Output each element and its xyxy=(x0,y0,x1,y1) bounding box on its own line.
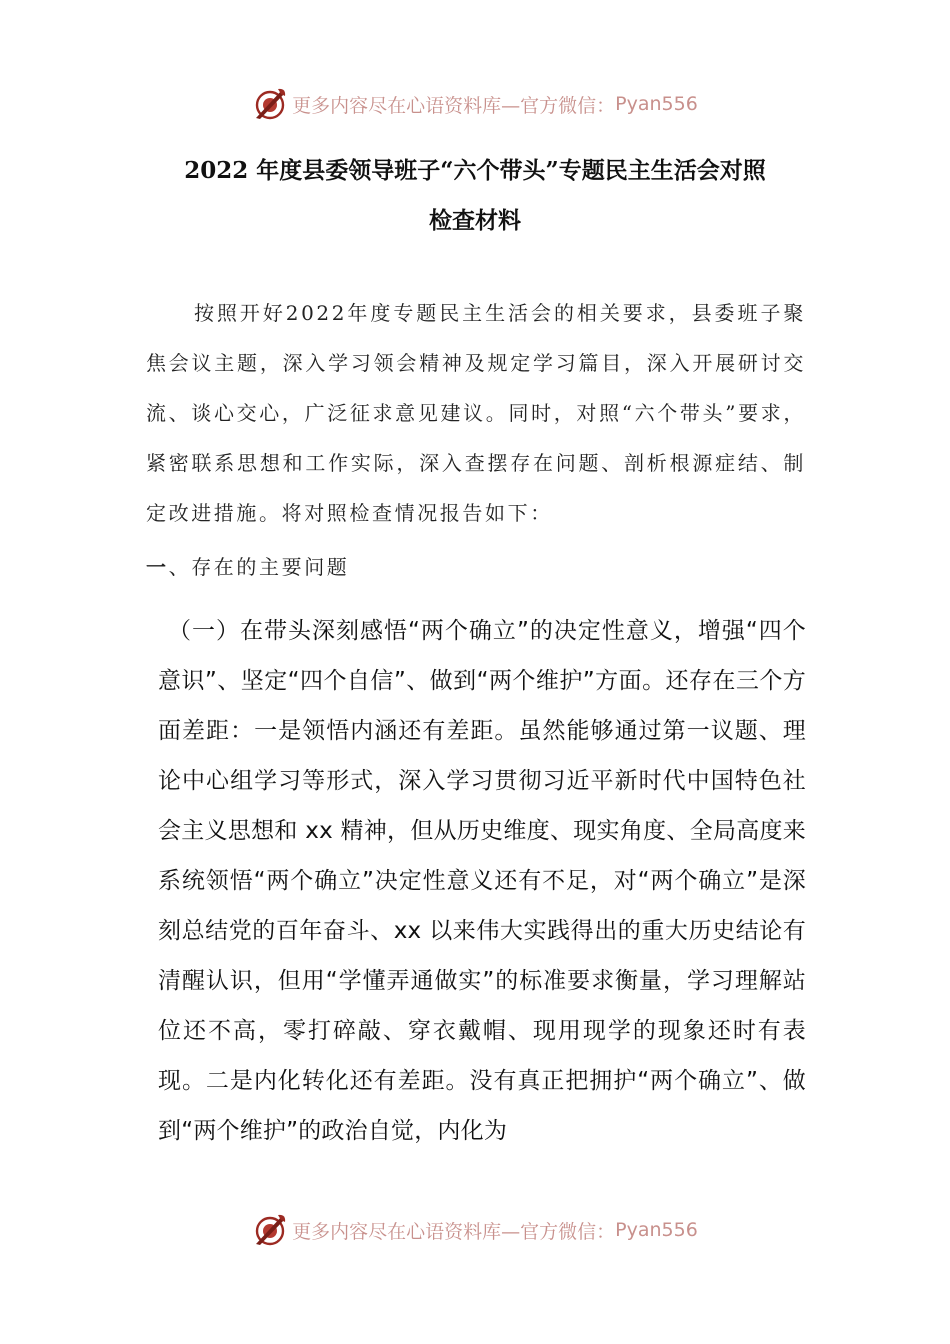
quill-seal-icon xyxy=(252,1212,288,1248)
banner-slogan: 更多内容尽在心语资料库—官方微信： xyxy=(292,94,616,117)
section-number: 一 xyxy=(146,555,169,579)
quill-seal-icon xyxy=(252,86,288,122)
subsection-paragraph: （一）在带头深刻感悟“两个确立”的决定性意义，增强“四个意识”、坚定“四个自信”、做到“两个维护”方面。还存在三个方面差距：一是领悟内涵还有差距。虽然能够通过第一议题、理论中心组学习等形式，深入学习贯彻习近平新时代中国特色社会主义思想和 xx 精神，但从历史维度、现实角度、全局高度来系统领悟“两个确立”决定性意义还有不足，对“两个确立”是深刻总结党的百年奋斗、xx 以来伟大实践得出的重大历史结论有清醒认识，但用“学懂弄通做实”的标准要求衡量，学习理解站位还不高，零打碎敲、穿衣戴帽、现用现学的现象还时有表现。二是内化转化还有差距。没有真正把拥护“两个确立”、做到“两个维护”的政治自觉，内化为 xyxy=(158,618,806,1144)
banner-wechat-id: Pyan556 xyxy=(615,93,698,115)
document-title-line1: 2022 年度县委领导班子“六个带头”专题民主生活会对照 xyxy=(184,157,766,184)
footer-banner xyxy=(0,1210,950,1250)
banner-slogan: 更多内容尽在心语资料库—官方微信： xyxy=(292,1220,616,1243)
header-banner xyxy=(0,84,950,124)
section-heading xyxy=(146,542,349,592)
intro-paragraph: 按照开好2022年度专题民主生活会的相关要求，县委班子聚焦会议主题，深入学习领会精神及规定学习篇目，深入开展研讨交流、谈心交心，广泛征求意见建议。同时，对照“六个带头”要求，紧密联系思想和工作实际，深入查摆存在问题、剖析根源症结、制定改进措施。将对照检查情况报告如下： xyxy=(146,301,806,525)
document-title-line2: 检查材料 xyxy=(429,207,521,234)
banner-wechat-id: Pyan556 xyxy=(615,1219,698,1241)
section-title: 、存在的主要问题 xyxy=(168,555,350,579)
